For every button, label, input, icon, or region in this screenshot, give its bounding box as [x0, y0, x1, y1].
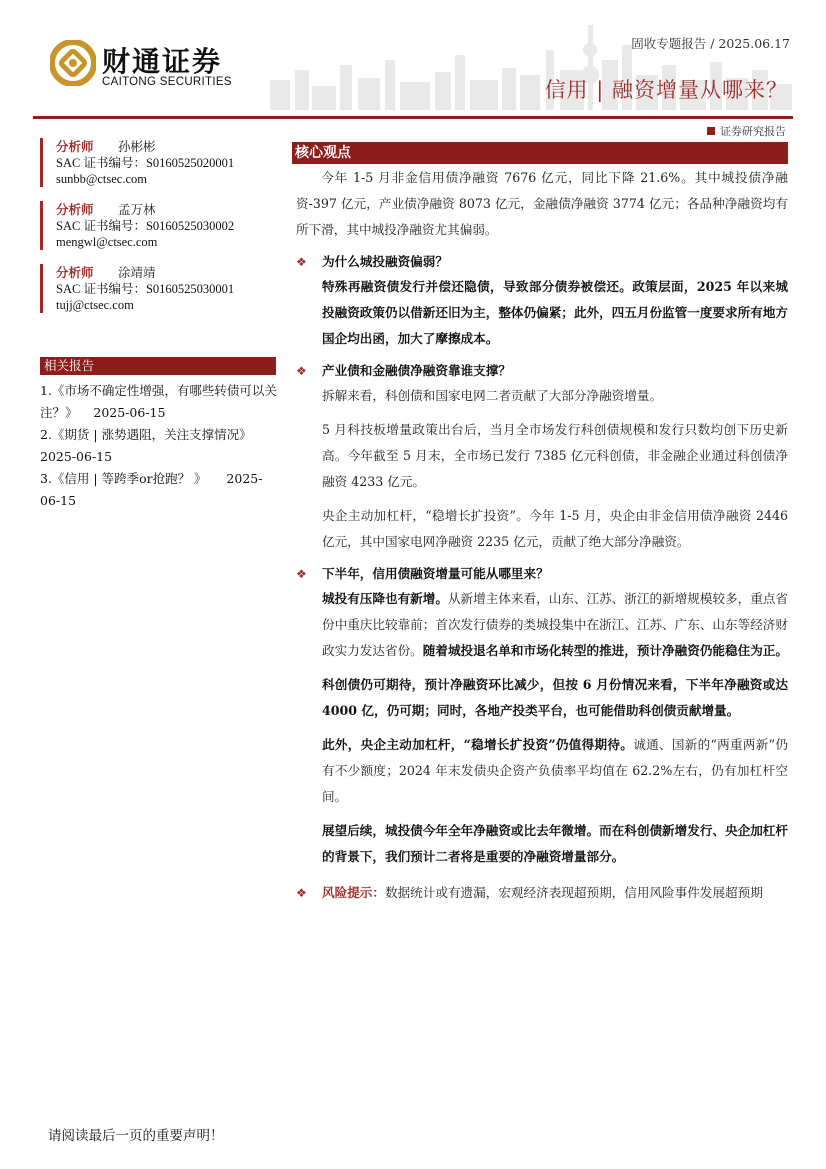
risk-text-block: [322, 880, 763, 906]
risk-warning: [296, 880, 788, 906]
analyst-sac: SAC 证书编号：S0160525020001: [56, 156, 235, 170]
emphasis-text: 随着城投退名单和市场化转型的推进，预计净融资仍能稳住为正。: [422, 643, 788, 658]
square-bullet-icon: [707, 127, 715, 135]
analyst-card: [40, 201, 280, 250]
answer-paragraph: 展望后续，城投债今年全年净融资或比去年微增。而在科创债新增发行、央企加杠杆的背景下，我们预计二者将是重要的净融资增量部分。: [322, 823, 788, 864]
risk-label: 风险提示：: [322, 885, 385, 900]
analyst-email[interactable]: sunbb@ctsec.com: [56, 172, 148, 186]
intro-paragraph: 今年 1-5 月非金信用债净融资 7676 亿元，同比下降 21.6%。其中城投债净融资-397 亿元，产业债净融资 8073 亿元，金融债净融资 3774 亿元；各品种净融资均有所下滑，其中城投净融资尤其偏弱。: [296, 170, 788, 237]
logo-name-en: CAITONG SECURITIES: [102, 76, 232, 88]
header-divider: [33, 116, 793, 119]
question-heading: [296, 563, 788, 582]
analyst-name: 涂靖靖: [118, 265, 156, 280]
analyst-email[interactable]: tujj@ctsec.com: [56, 298, 134, 312]
question-text: 为什么城投融资偏弱？: [322, 254, 448, 269]
analyst-sac: SAC 证书编号：S0160525030001: [56, 282, 235, 296]
analyst-role: 分析师: [56, 139, 94, 154]
emphasis-text: 此外，央企主动加杠杆，“稳增长扩投资”仍值得期待。: [322, 737, 634, 752]
diamond-bullet-icon: ❖: [296, 886, 307, 900]
analyst-role: 分析师: [56, 265, 94, 280]
question-text: 下半年，信用债融资增量可能从哪里来？: [322, 566, 549, 581]
analyst-email[interactable]: mengwl@ctsec.com: [56, 235, 158, 249]
logo-name-cn: 财通证券: [102, 45, 223, 78]
related-report-link[interactable]: 1.《市场不确定性增强，有哪些转债可以关注？》 2025-06-15: [40, 383, 277, 420]
core-view-body: [296, 165, 788, 910]
answer-paragraph: 特殊再融资债发行并偿还隐债，导致部分债券被偿还。政策层面，2025 年以来城投融资政策仍以借新还旧为主，整体仍偏紧；此外，四五月份监管一度要求所有地方国企均出函，加大了摩擦成本。: [322, 279, 788, 346]
disclaimer-notice: 请阅读最后一页的重要声明！: [48, 1128, 224, 1144]
answer-paragraph: [322, 586, 788, 664]
analyst-sac: SAC 证书编号：S0160525030002: [56, 219, 235, 233]
analyst-role: 分析师: [56, 202, 94, 217]
related-report-link[interactable]: 3.《信用 | 等跨季or抢跑？ 》 2025-06-15: [40, 471, 263, 508]
related-reports-heading: 相关报告: [40, 357, 276, 375]
diamond-bullet-icon: ❖: [296, 567, 307, 581]
answer-paragraph: 科创债仍可期待，预计净融资环比减少，但按 6 月份情况来看，下半年净融资或达 4000 亿，仍可期；同时，各地产投类平台，也可能借助科创债贡献增量。: [322, 677, 788, 718]
core-view-heading-label: 核心观点: [295, 145, 351, 161]
analyst-panel: [40, 138, 280, 327]
report-category: [707, 123, 786, 139]
diamond-bullet-icon: ❖: [296, 255, 307, 269]
report-title: 信用 | 融资增量从哪来？: [544, 78, 788, 102]
answer-paragraph: 拆解来看，科创债和国家电网二者贡献了大部分净融资增量。: [322, 388, 663, 403]
diamond-bullet-icon: ❖: [296, 364, 307, 378]
report-type-date: 固收专题报告 / 2025.06.17: [631, 36, 790, 51]
caitong-logo: [50, 38, 250, 88]
question-text: 产业债和金融债净融资靠谁支撑？: [322, 363, 511, 378]
answer-paragraph: 央企主动加杠杆，“稳增长扩投资”。今年 1-5 月，央企由非金信用债净融资 2446 亿元，其中国家电网净融资 2235 亿元，贡献了绝大部分净融资。: [322, 508, 788, 549]
related-reports-list: [40, 380, 278, 512]
core-view-heading: [292, 142, 788, 164]
question-heading: [296, 360, 788, 379]
question-heading: [296, 251, 788, 270]
analyst-name: 孙彬彬: [118, 139, 156, 154]
related-report-link[interactable]: 2.《期货 | 涨势遇阻，关注支撑情况》 2025-06-15: [40, 427, 256, 464]
report-category-label: 证券研究报告: [720, 125, 786, 138]
caitong-logo-icon: [50, 40, 96, 86]
analyst-name: 孟万林: [118, 202, 156, 217]
answer-paragraph: [322, 732, 788, 810]
risk-text: 数据统计或有遗漏，宏观经济表现超预期，信用风险事件发展超预期: [384, 885, 763, 900]
emphasis-text: 城投有压降也有新增。: [322, 591, 448, 606]
analyst-card: [40, 138, 280, 187]
body-text: 诚通、国新的“两重两新”仍有不少额度；2024 年末发债央企资产负债率平均值在 62.2%左右，仍有加杠杆空间。: [322, 737, 788, 804]
analyst-card: [40, 264, 280, 313]
body-text: 从新增主体来看，山东、江苏、浙江的新增规模较多，重点省份中重庆比较靠前；首次发行债券的类城投集中在浙江、江苏、广东、山东等经济财政实力发达省份。: [322, 591, 789, 658]
answer-paragraph: 5 月科技板增量政策出台后，当月全市场发行科创债规模和发行只数均创下历史新高。今年截至 5 月末，全市场已发行 7385 亿元科创债，非金融企业通过科创债净融资 4233 亿元。: [322, 422, 788, 489]
